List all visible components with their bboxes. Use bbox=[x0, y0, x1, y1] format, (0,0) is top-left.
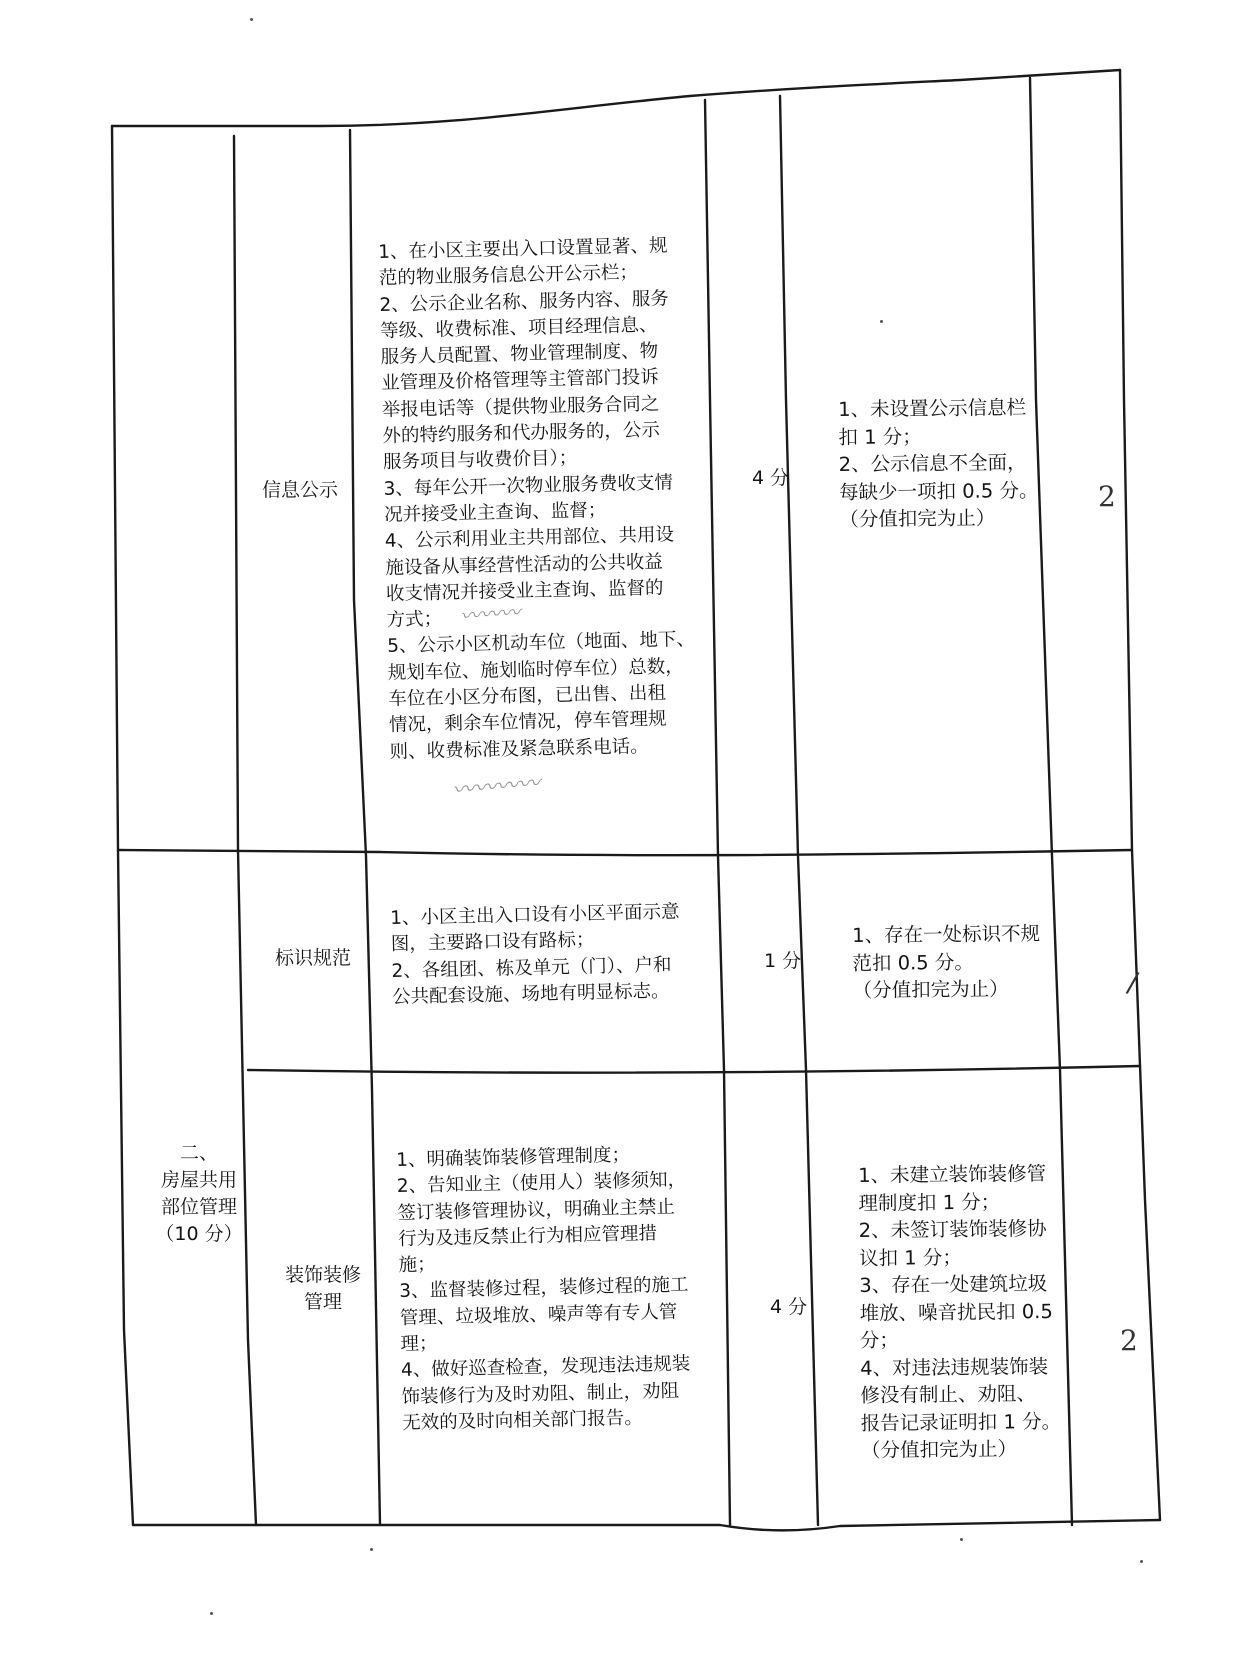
requirement-line: 2、各组团、栋及单元（门）、户和 bbox=[391, 954, 672, 982]
deduction-line: 扣 1 分； bbox=[838, 424, 922, 449]
deduction-cell-renovation bbox=[858, 1160, 1073, 1465]
score-value: 4 分 bbox=[770, 1296, 808, 1318]
requirement-line: 行为及违反禁止行为相应管理措 bbox=[397, 1222, 658, 1250]
item-label: 信息公示 bbox=[261, 479, 338, 501]
deduction-line: 报告记录证明扣 1 分。 bbox=[860, 1409, 1062, 1435]
scan-speck bbox=[960, 1538, 963, 1541]
requirement-line: 收支情况并接受业主查询、监督的 bbox=[385, 577, 664, 605]
requirement-line: 服务人员配置、物业管理制度、物 bbox=[380, 340, 659, 369]
requirement-line: 4、公示利用业主共用部位、共用设 bbox=[384, 524, 675, 553]
requirement-line: 举报电话等（提供物业服务合同之 bbox=[381, 393, 660, 421]
requirement-line: 服务项目与收费价目）； bbox=[382, 447, 578, 474]
deduction-line: 1、未建立装饰装修管 bbox=[858, 1162, 1047, 1187]
deduction-line: （分值扣完为止） bbox=[860, 1437, 1018, 1462]
grader-mark: 2 bbox=[1098, 480, 1116, 513]
requirement-cell-info-disclosure bbox=[378, 233, 720, 766]
section-label-line: 二、 bbox=[179, 1142, 218, 1164]
item-label: 标识规范 bbox=[274, 947, 351, 969]
deduction-line: 1、存在一处标识不规 bbox=[852, 922, 1041, 947]
item-label-line: 管理 bbox=[303, 1291, 342, 1313]
scan-speck bbox=[880, 320, 883, 323]
requirement-line: 业管理及价格管理等主管部门投诉 bbox=[381, 367, 659, 395]
deduction-line: 分； bbox=[859, 1328, 900, 1352]
deduction-line: （分值扣完为止） bbox=[852, 977, 1009, 1002]
grader-mark: 2 bbox=[1120, 1324, 1138, 1357]
scan-speck bbox=[210, 1612, 213, 1615]
deduction-line: 4、对违法违规装饰装 bbox=[860, 1354, 1049, 1380]
deduction-line: 修没有制止、劝阻、 bbox=[860, 1382, 1037, 1407]
deduction-line: 理制度扣 1 分； bbox=[858, 1190, 1001, 1215]
requirement-line: 施； bbox=[398, 1254, 436, 1277]
deduction-line: 2、公示信息不全面， bbox=[838, 451, 1027, 476]
requirement-line: 范的物业服务信息公开公示栏； bbox=[378, 262, 639, 290]
scan-speck bbox=[370, 1548, 373, 1551]
requirement-line: 公共配套设施、场地有明显标志。 bbox=[391, 980, 670, 1008]
deduction-line: 3、存在一处建筑垃圾 bbox=[859, 1272, 1048, 1297]
requirement-line: 规划车位、施划临时停车位）总数， bbox=[387, 655, 685, 684]
handwritten-scribble: 〰〰〰 bbox=[459, 599, 521, 629]
deduction-line: 2、未签订装饰装修协 bbox=[858, 1217, 1047, 1242]
requirement-line: 饰装修行为及时劝阻、制止，劝阻 bbox=[401, 1380, 680, 1408]
score-cell-info-disclosure bbox=[752, 465, 812, 492]
item-label-line: 装饰装修 bbox=[284, 1264, 361, 1286]
score-value: 1 分 bbox=[764, 950, 802, 972]
requirement-line: 1、明确装饰装修管理制度； bbox=[396, 1144, 631, 1171]
deduction-line: 堆放、噪音扰民扣 0.5 bbox=[859, 1299, 1053, 1325]
requirement-line: 管理、垃圾堆放、噪声等有专人管 bbox=[399, 1301, 678, 1329]
requirement-line: 2、公示企业名称、服务内容、服务 bbox=[379, 288, 669, 316]
score-cell-signage bbox=[764, 948, 814, 975]
handwritten-scribble: 〰〰〰〰 bbox=[451, 771, 542, 804]
score-value: 4 分 bbox=[752, 467, 790, 489]
requirement-line: 图，主要路口设有路标； bbox=[390, 929, 595, 956]
scan-speck bbox=[250, 18, 253, 21]
requirement-line: 车位在小区分布图，已出售、出租 bbox=[388, 682, 667, 710]
requirement-line: 1、小区主出入口设有小区平面示意 bbox=[390, 901, 680, 929]
deduction-cell-info-disclosure bbox=[838, 394, 1051, 534]
requirement-line: 况并接受业主查询、监督； bbox=[384, 499, 607, 526]
item-cell-info-disclosure bbox=[248, 477, 352, 504]
requirement-line: 施设备从事经营性活动的公共收益 bbox=[385, 551, 664, 579]
deduction-line: 每缺少一项扣 0.5 分。 bbox=[838, 478, 1039, 504]
requirement-line: 3、每年公开一次物业服务费收支情 bbox=[383, 472, 674, 500]
deduction-line: （分值扣完为止） bbox=[839, 506, 996, 531]
section-label-line: 部位管理 bbox=[160, 1196, 237, 1218]
section-label-line: 房屋共用 bbox=[160, 1169, 237, 1191]
requirement-line: 3、监督装修过程，装修过程的施工 bbox=[399, 1274, 689, 1303]
deduction-line: 范扣 0.5 分。 bbox=[852, 950, 974, 975]
item-cell-signage bbox=[258, 945, 368, 972]
requirement-cell-renovation bbox=[396, 1141, 732, 1438]
grader-mark: / bbox=[1124, 965, 1141, 1000]
requirement-cell-signage bbox=[390, 899, 722, 1012]
section-label-line: （10 分） bbox=[155, 1223, 243, 1245]
requirement-line: 方式； bbox=[386, 608, 443, 632]
deduction-cell-signage bbox=[852, 920, 1063, 1005]
section-cell bbox=[148, 1140, 250, 1248]
requirement-line: 签订装修管理协议，明确业主禁止 bbox=[397, 1196, 676, 1224]
requirement-line: 等级、收费标准、项目经理信息、 bbox=[379, 314, 658, 342]
item-cell-renovation bbox=[268, 1262, 378, 1316]
deduction-line: 1、未设置公示信息栏 bbox=[838, 396, 1027, 421]
scan-speck bbox=[1140, 1560, 1143, 1563]
score-cell-renovation bbox=[770, 1294, 820, 1321]
requirement-line: 1、在小区主要出入口设置显著、规 bbox=[378, 235, 668, 263]
requirement-line: 理； bbox=[400, 1333, 438, 1356]
requirement-line: 5、公示小区机动车位（地面、地下、 bbox=[386, 629, 696, 658]
deduction-line: 议扣 1 分； bbox=[858, 1245, 962, 1270]
requirement-line: 4、做好巡查检查，发现违法违规装 bbox=[400, 1353, 691, 1382]
requirement-line: 无效的及时向相关部门报告。 bbox=[402, 1407, 643, 1434]
requirement-line: 情况，剩余车位情况，停车管理规 bbox=[388, 708, 667, 737]
requirement-line: 则、收费标准及紧急联系电话。 bbox=[389, 735, 649, 763]
requirement-line: 2、告知业主（使用人）装修须知， bbox=[396, 1169, 687, 1198]
requirement-line: 外的特约服务和代办服务的，公示 bbox=[382, 419, 661, 448]
